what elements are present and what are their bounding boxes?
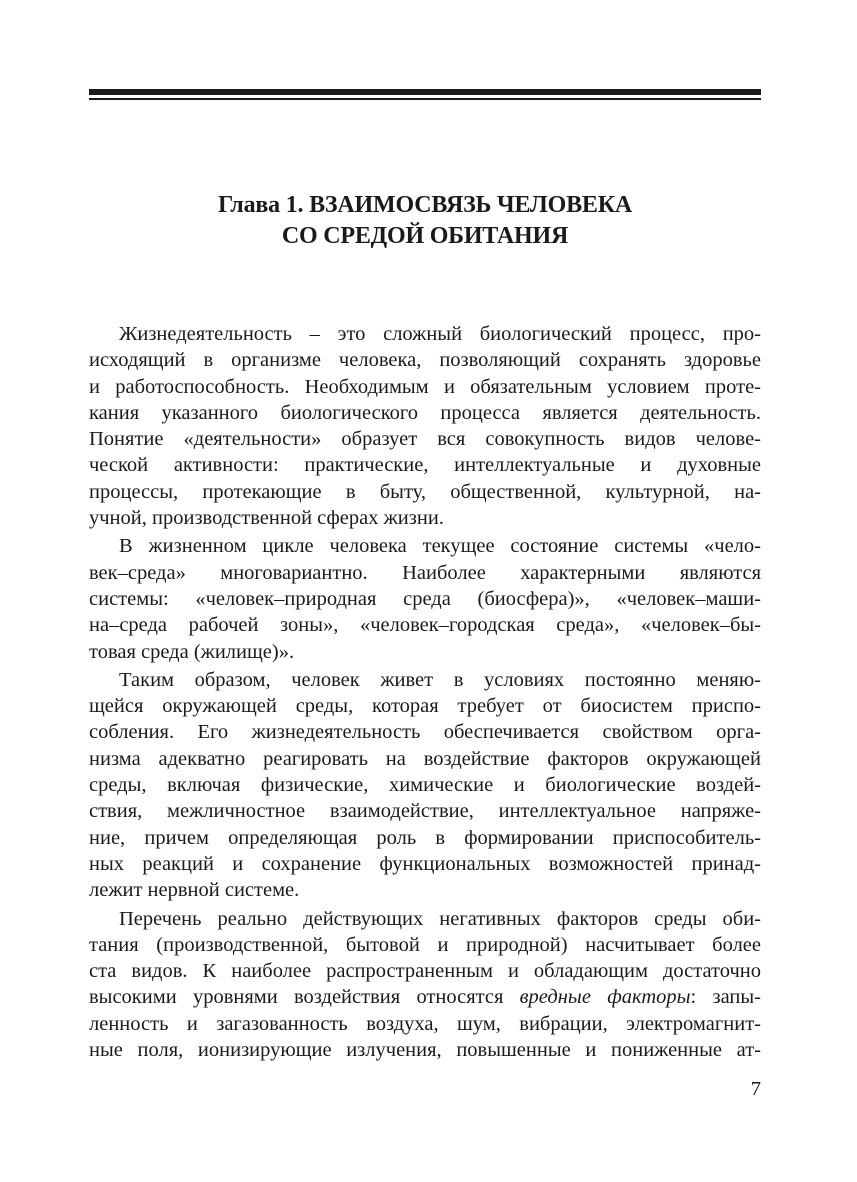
text-line: учной, производственной сферах жизни. bbox=[89, 507, 444, 530]
text-line: ных реакций и сохранение функциональных возможностей принад- bbox=[89, 852, 761, 875]
text-line: век–среда» многовариантно. Наиболее характерными являются bbox=[89, 561, 761, 584]
text-line-with-emphasis bbox=[89, 984, 761, 1010]
text-line: кания указанного биологического процесса является деятельность. bbox=[89, 401, 761, 424]
emphasized-term: вредные факторы bbox=[519, 986, 691, 1009]
text-line: лежит нервной системе. bbox=[89, 879, 300, 902]
paragraph-3 bbox=[89, 667, 761, 904]
text-segment: высокими уровнями воздействия относятся bbox=[89, 986, 520, 1009]
text-line: процессы, протекающие в быту, общественной, культурной, на- bbox=[89, 480, 761, 503]
paragraph-1 bbox=[89, 321, 761, 531]
text-line: Жизнедеятельность – это сложный биологический процесс, про- bbox=[119, 323, 761, 345]
text-line: ние, причем определяющая роль в формировании приспособитель- bbox=[89, 826, 761, 849]
text-line: собления. Его жизнедеятельность обеспечивается свойством орга- bbox=[89, 721, 761, 744]
text-line: ные поля, ионизирующие излучения, повышенные и пониженные ат- bbox=[89, 1039, 761, 1062]
text-line: В жизненном цикле человека текущее состояние системы «чело- bbox=[119, 535, 761, 558]
text-line: ленность и загазованность воздуха, шум, вибрации, электромагнит- bbox=[89, 1012, 761, 1035]
paragraph-4 bbox=[89, 906, 761, 1064]
text-line: тания (производственной, бытовой и природной) насчитывает более bbox=[89, 933, 761, 956]
page-number: 7 bbox=[750, 1078, 761, 1100]
text-segment: : запы- bbox=[690, 986, 761, 1009]
text-line: Таким образом, человек живет в условиях постоянно меняю- bbox=[119, 668, 761, 691]
chapter-title-line-2: СО СРЕДОЙ ОБИТАНИЯ bbox=[281, 223, 569, 249]
chapter-title bbox=[89, 190, 761, 252]
text-line: ствия, межличностное взаимодействие, интеллектуальное напряже- bbox=[89, 800, 761, 823]
body-text bbox=[89, 321, 761, 1063]
text-line: щейся окружающей среды, которая требует от биосистем приспо- bbox=[89, 695, 761, 718]
paragraph-2 bbox=[89, 533, 761, 664]
text-line: и работоспособность. Необходимым и обязательным условием проте- bbox=[89, 375, 761, 398]
text-line: системы: «человек–природная среда (биосфера)», «человек–маши- bbox=[89, 587, 761, 610]
chapter-title-line-1: Глава 1. ВЗАИМОСВЯЗЬ ЧЕЛОВЕКА bbox=[217, 192, 633, 218]
header-rule-thick bbox=[89, 89, 761, 95]
text-line: низма адекватно реагировать на воздействие факторов окружающей bbox=[89, 747, 761, 770]
text-line: товая среда (жилище)». bbox=[89, 640, 295, 663]
text-line: на–среда рабочей зоны», «человек–городская среда», «человек–бы- bbox=[89, 614, 761, 637]
text-line: ческой активности: практические, интеллектуальные и духовные bbox=[89, 454, 761, 477]
text-line: ста видов. К наиболее распространенным и обладающим достаточно bbox=[89, 960, 761, 983]
text-line: Перечень реально действующих негативных факторов среды оби- bbox=[119, 907, 761, 930]
header-rule-thin bbox=[89, 98, 761, 100]
text-line: исходящий в организме человека, позволяющий сохранять здоровье bbox=[89, 349, 761, 372]
text-line: среды, включая физические, химические и биологические воздей- bbox=[89, 774, 761, 797]
text-line: Понятие «деятельности» образует вся совокупность видов челове- bbox=[89, 428, 761, 451]
